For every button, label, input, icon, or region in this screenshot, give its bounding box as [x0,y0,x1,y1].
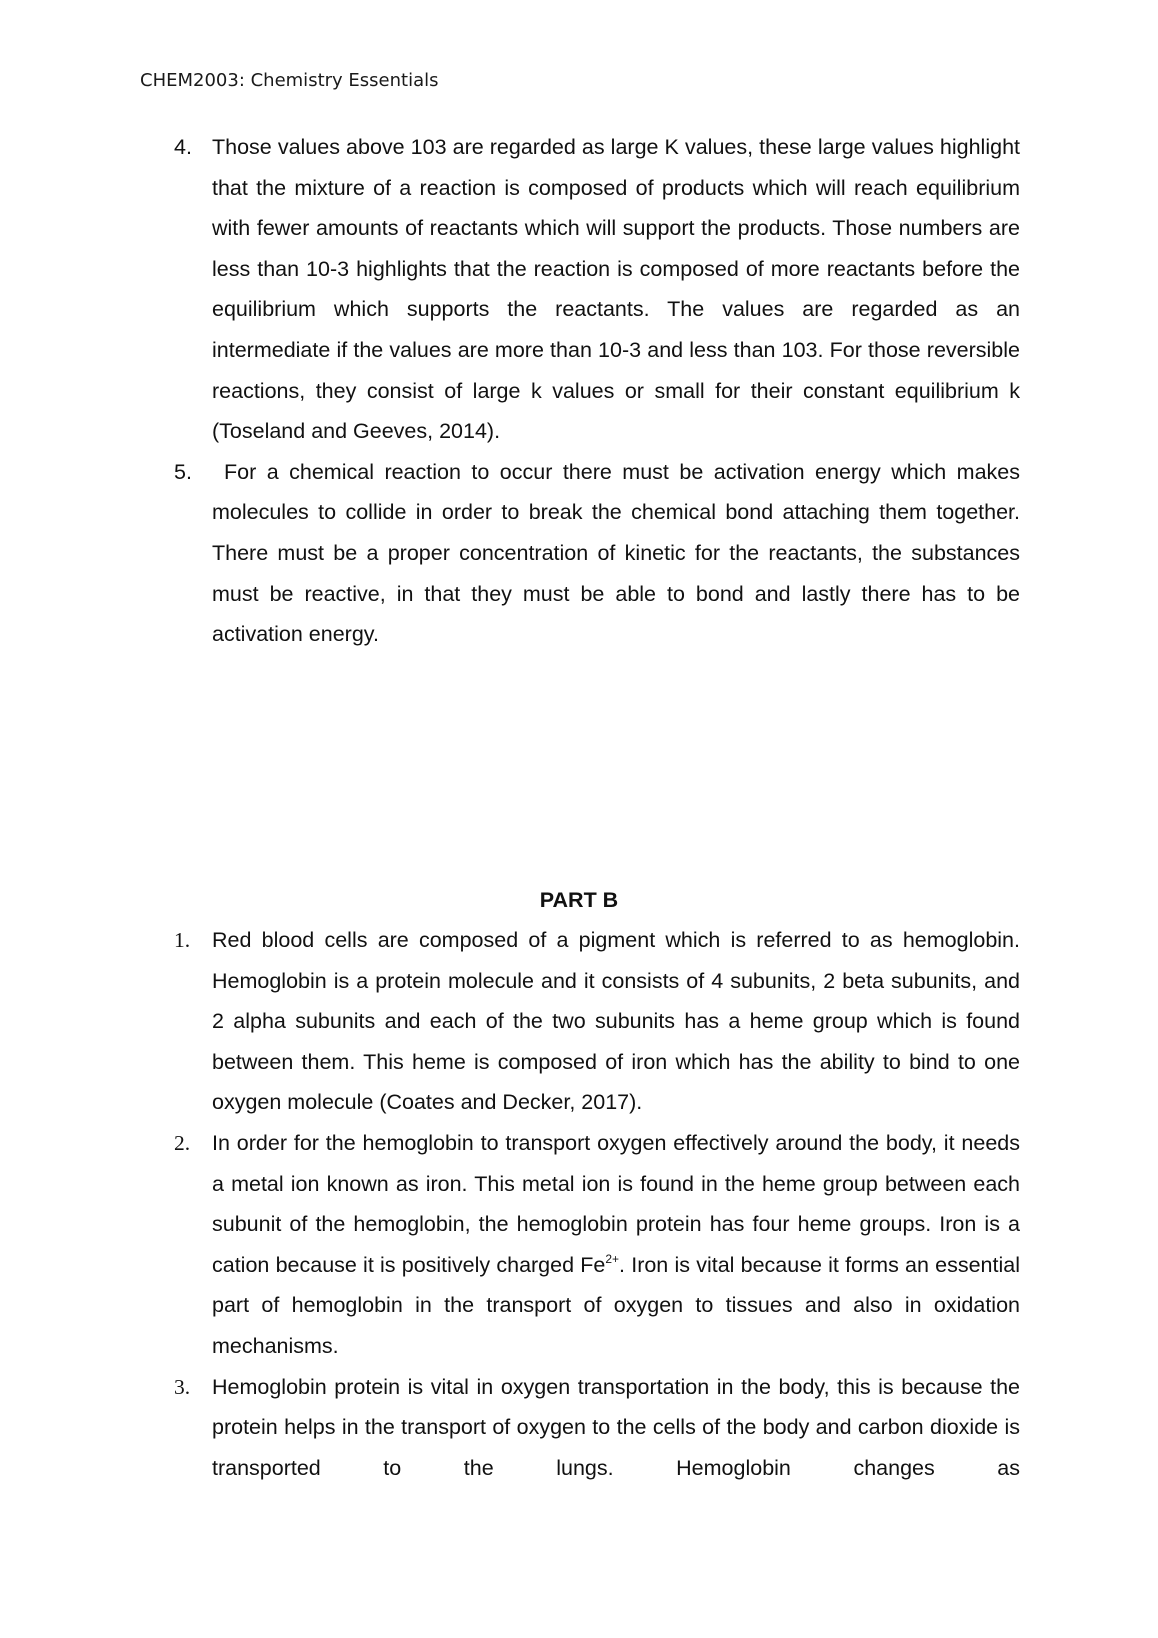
running-header: CHEM2003: Chemistry Essentials [140,70,439,91]
item-text-after: . Iron is vital because it forms an essential part of hemoglobin in the transport of oxygen to tissues and also in oxidation mechanisms. [212,1252,1020,1358]
item-text: Hemoglobin protein is vital in oxygen transportation in the body, this is because the protein helps in the transport of oxygen to the cells of the body and carbon dioxide is transported to the lungs. Hemoglobin changes as [212,1374,1020,1480]
item-text: Those values above 103 are regarded as large K values, these large values highlight that the mixture of a reaction is composed of products which will reach equilibrium with fewer amounts of reactants which will support the products. Those numbers are less than 10-3 highlights that the reaction is composed of more reactants before the equilibrium which supports the reactants. The values are regarded as an intermediate if the values are more than 10-3 and less than 103. For those reversible reactions, they consist of large k values or small for their constant equilibrium k (Toseland and Geeves, 2014). [212,135,1020,444]
list-item [174,127,1020,452]
list-item [174,920,1020,1123]
charge-superscript: 2+ [605,1251,620,1266]
item-number: 2. [174,1130,191,1155]
list-item [174,452,1020,655]
item-number: 3. [174,1374,191,1399]
list-item [174,1123,1020,1367]
item-number: 4. [174,135,192,159]
list-item [174,1367,1020,1489]
item-text [212,1123,1020,1367]
item-number: 1. [174,928,191,952]
part-a-list [174,127,1020,655]
section-heading: PART B [539,888,619,912]
part-b-list [174,920,1020,1488]
item-text: Red blood cells are composed of a pigment which is referred to as hemoglobin. Hemoglobin is a protein molecule and it consists of 4 subunits, 2 beta subunits, and 2 alpha subunits and each of the two subunits has a heme group which is found between them. This heme is composed of iron which has the ability to bind to one oxygen molecule (Coates and Decker, 2017). [212,928,1020,1115]
item-number: 5. [174,459,192,484]
item-text: For a chemical reaction to occur there must be activation energy which makes molecules to collide in order to break the chemical bond attaching them together. There must be a proper concentration of kinetic for the reactants, the substances must be reactive, in that they must be able to bond and lastly there has to be activation energy. [212,459,1020,647]
item-text-before: In order for the hemoglobin to transport oxygen effectively around the body, it needs a metal ion known as iron. This metal ion is found in the heme group between each subunit of the hemoglobin, the hemoglobin protein has four heme groups. Iron is a cation because it is positively charged Fe [212,1130,1020,1277]
